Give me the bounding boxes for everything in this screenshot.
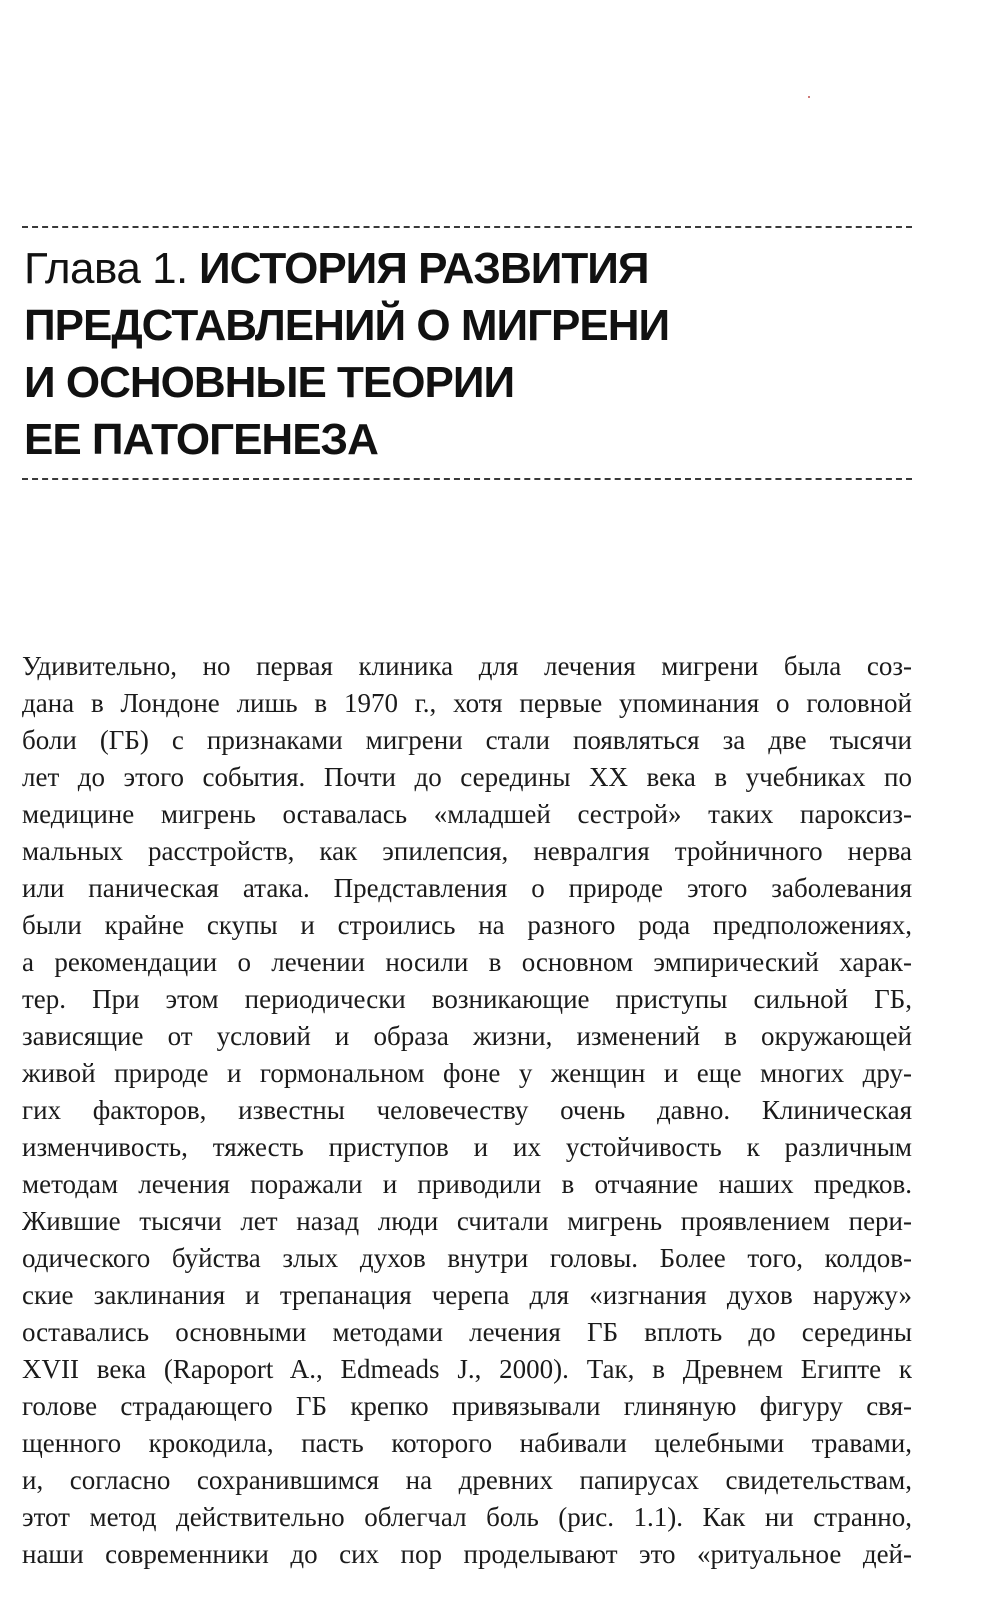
heading-bottom-rule xyxy=(22,478,912,480)
text-line: методам лечения поражали и приводили в отчаяние наших предков. xyxy=(22,1169,912,1199)
chapter-title-part-2: ПРЕДСТАВЛЕНИЙ О МИГРЕНИ xyxy=(24,301,670,350)
text-line: наши современники до сих пор проделывают это «ритуальное дей- xyxy=(22,1539,912,1569)
chapter-title-part-1: ИСТОРИЯ РАЗВИТИЯ xyxy=(199,244,649,293)
text-line: оставались основными методами лечения ГБ вплоть до середины xyxy=(22,1317,912,1347)
text-line: тер. При этом периодически возникающие приступы сильной ГБ, xyxy=(22,984,912,1014)
chapter-title-part-4: ЕЕ ПАТОГЕНЕЗА xyxy=(24,415,378,464)
heading-top-rule xyxy=(22,226,912,228)
text-line: XVII века (Rapoport A., Edmeads J., 2000). Так, в Древнем Египте к xyxy=(22,1354,912,1384)
body-paragraph xyxy=(22,648,912,1573)
print-speck xyxy=(808,96,810,98)
text-line: щенного крокодила, пасть которого набивали целебными травами, xyxy=(22,1428,912,1458)
text-line: Жившие тысячи лет назад люди считали мигрень проявлением пери- xyxy=(22,1206,912,1236)
text-line: или паническая атака. Представления о природе этого заболевания xyxy=(22,873,912,903)
text-line: ские заклинания и трепанация черепа для «изгнания духов наружу» xyxy=(22,1280,912,1310)
text-line: одического буйства злых духов внутри головы. Более того, колдов- xyxy=(22,1243,912,1273)
text-line: и, согласно сохранившимся на древних папирусах свидетельствам, xyxy=(22,1465,912,1495)
text-line: медицине мигрень оставалась «младшей сестрой» таких пароксиз- xyxy=(22,799,912,829)
text-line: мальных расстройств, как эпилепсия, невралгия тройничного нерва xyxy=(22,836,912,866)
text-line: живой природе и гормональном фоне у женщин и еще многих дру- xyxy=(22,1058,912,1088)
text-line: дана в Лондоне лишь в 1970 г., хотя первые упоминания о головной xyxy=(22,688,912,718)
chapter-title-part-3: И ОСНОВНЫЕ ТЕОРИИ xyxy=(24,358,515,407)
text-line: Удивительно, но первая клиника для лечения мигрени была соз- xyxy=(22,651,912,681)
text-line: голове страдающего ГБ крепко привязывали глиняную фигуру свя- xyxy=(22,1391,912,1421)
text-line: боли (ГБ) с признаками мигрени стали появляться за две тысячи xyxy=(22,725,912,755)
chapter-heading xyxy=(24,240,904,468)
text-line: зависящие от условий и образа жизни, изменений в окружающей xyxy=(22,1021,912,1051)
text-line: изменчивость, тяжесть приступов и их устойчивость к различным xyxy=(22,1132,912,1162)
text-line: гих факторов, известны человечеству очень давно. Клиническая xyxy=(22,1095,912,1125)
chapter-number: Глава 1. xyxy=(24,244,188,293)
text-line: были крайне скупы и строились на разного рода предположениях, xyxy=(22,910,912,940)
chapter-heading-line-1 xyxy=(24,240,904,297)
text-line: а рекомендации о лечении носили в основном эмпирический харак- xyxy=(22,947,912,977)
text-line: лет до этого события. Почти до середины XX века в учебниках по xyxy=(22,762,912,792)
text-line: этот метод действительно облегчал боль (рис. 1.1). Как ни странно, xyxy=(22,1502,912,1532)
